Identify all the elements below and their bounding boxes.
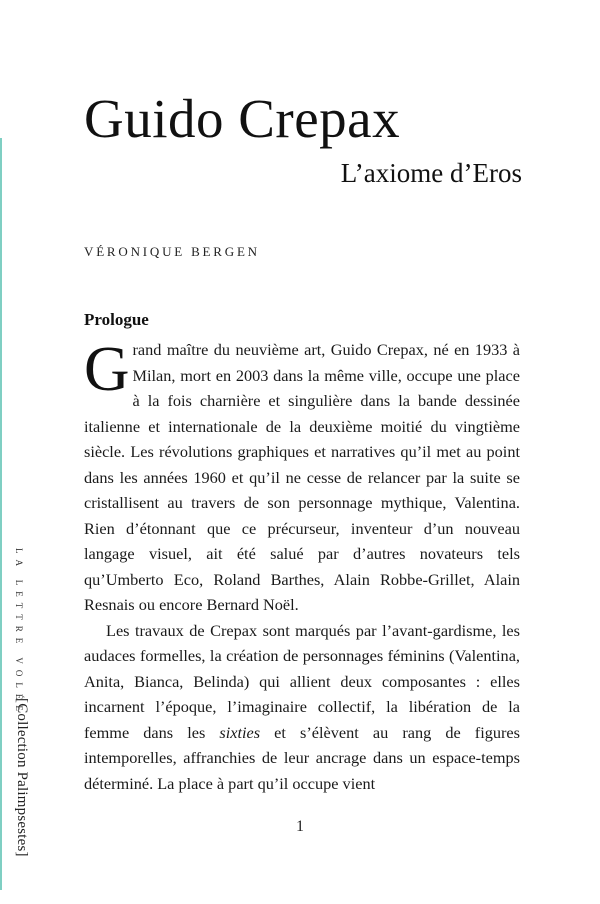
book-subtitle: L’axiome d’Eros <box>340 158 522 188</box>
paragraph-2-italic: sixties <box>219 722 261 742</box>
body-text <box>84 334 520 796</box>
paragraph-1-text: rand maître du neuvième art, Guido Crepax, né en 1933 à Milan, mort en 2003 dans la même ville, occupe une place à la fois charnière et singulière dans la bande dessinée italienne et internationale de la deuxième moitié du vingtième siècle. Les révolutions graphiques et narratives qu’il met au point dans les années 1960 et qu’il ne cesse de relancer par la suite se cristallisent au travers de son personnage mythique, Valentina. Rien d’étonnant que ce précurseur, inventeur d’un nouveau langage visuel, ait été salué par d’autres novateurs tels qu’Umberto Eco, Roland Barthes, Alain Robbe-Grillet, Alain Resnais ou encore Bernard Noël. <box>84 340 520 614</box>
drop-cap: G <box>84 334 130 404</box>
page-number: 1 <box>296 818 304 835</box>
book-title: Guido Crepax <box>84 88 401 149</box>
paragraph-2-text-a: Les travaux de Crepax sont marqués par l’avant-gardisme, les audaces formelles, la création de personnages féminins (Valentina, Anita, Bianca, Belinda) qui allient deux composantes : elles incarnent l’époque, l’imaginaire collectif, la libération de la femme dans les <box>84 620 520 742</box>
paragraph-2 <box>84 618 520 797</box>
publisher-name: LA LETTRE VOLÉE <box>14 548 24 717</box>
margin-rule <box>0 138 2 890</box>
section-heading: Prologue <box>84 310 149 329</box>
collection-name: [Collection Palimpsestes] <box>14 698 30 857</box>
paragraph-1 <box>84 334 520 618</box>
author-name: VÉRONIQUE BERGEN <box>84 244 260 259</box>
paragraph-2-text-b: et s’élèvent au rang de figures intemporelles, affranchies de leur ancrage dans un espace-temps déterminé. La place à part qu’il occupe vient <box>84 722 520 793</box>
